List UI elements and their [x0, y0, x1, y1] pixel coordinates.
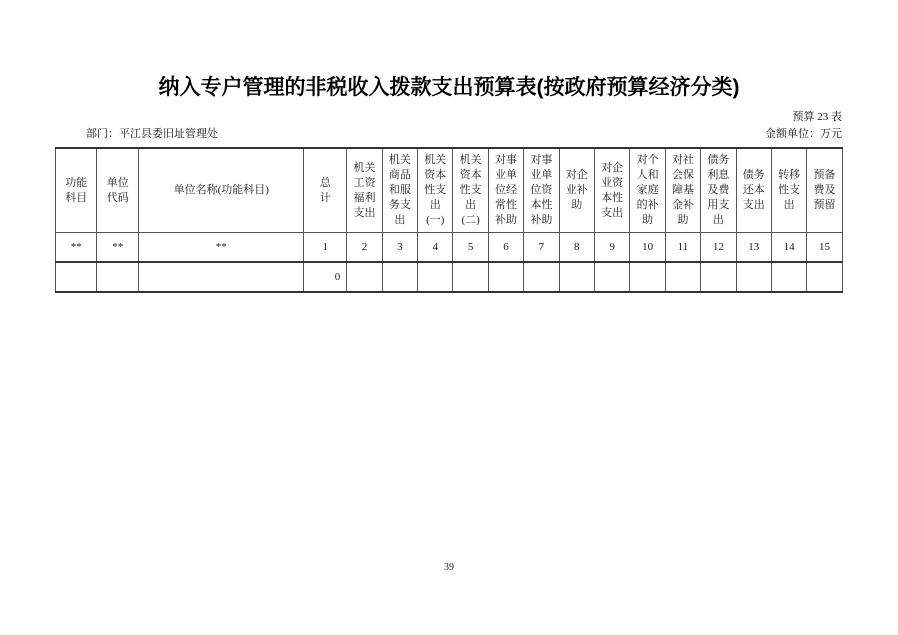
cell-value [418, 262, 453, 292]
budget-table [55, 147, 842, 293]
col-index: ** [139, 233, 304, 263]
col-header-org-wage-welfare: 机关 工资 福利 支出 [347, 148, 382, 233]
col-index: 2 [347, 233, 382, 263]
col-header-transfer-expenditure: 转移 性支 出 [771, 148, 806, 233]
col-header-unit-code: 单位 代码 [97, 148, 139, 233]
cell-value [665, 262, 700, 292]
col-header-total: 总 计 [304, 148, 347, 233]
col-index: 4 [418, 233, 453, 263]
cell-value [559, 262, 594, 292]
table-number: 预算 23 表 [792, 111, 842, 123]
col-header-reserve-fund: 预备 费及 预留 [807, 148, 842, 233]
col-header-org-capital-2: 机关 资本 性支 出 (二) [453, 148, 488, 233]
cell-unit-code [97, 262, 139, 292]
header-row [56, 148, 842, 233]
col-index: 14 [771, 233, 806, 263]
col-index: 8 [559, 233, 594, 263]
col-header-institution-capital-subsidy: 对事 业单 位资 本性 补助 [524, 148, 559, 233]
cell-value [630, 262, 665, 292]
table-meta [56, 110, 842, 142]
page-title: 纳入专户管理的非税收入拨款支出预算表(按政府预算经济分类) [158, 76, 740, 99]
col-header-unit-name: 单位名称(功能科目) [139, 148, 304, 233]
cell-value [524, 262, 559, 292]
col-index: 10 [630, 233, 665, 263]
amount-unit-label: 金额单位：万元 [765, 128, 842, 140]
col-header-org-goods-services: 机关 商品 和服 务支 出 [382, 148, 417, 233]
col-header-debt-interest-fees: 债务 利息 及费 用支 出 [701, 148, 736, 233]
cell-value [701, 262, 736, 292]
col-index: 12 [701, 233, 736, 263]
cell-value [347, 262, 382, 292]
cell-total: 0 [304, 262, 347, 292]
col-index: ** [56, 233, 97, 263]
cell-value [807, 262, 842, 292]
col-index: 6 [488, 233, 523, 263]
col-index: 13 [736, 233, 771, 263]
col-index: 5 [453, 233, 488, 263]
col-index: 9 [595, 233, 630, 263]
col-index: ** [97, 233, 139, 263]
col-header-individual-family-subsidy: 对个 人和 家庭 的补 助 [630, 148, 665, 233]
page-number: 39 [444, 562, 454, 573]
col-header-enterprise-subsidy: 对企 业补 助 [559, 148, 594, 233]
col-header-institution-regular-subsidy: 对事 业单 位经 常性 补助 [488, 148, 523, 233]
column-index-row [56, 233, 842, 263]
col-header-debt-principal: 债务 还本 支出 [736, 148, 771, 233]
col-index: 15 [807, 233, 842, 263]
cell-value [736, 262, 771, 292]
col-header-enterprise-capital: 对企 业资 本性 支出 [595, 148, 630, 233]
col-index: 3 [382, 233, 417, 263]
cell-value [382, 262, 417, 292]
cell-value [595, 262, 630, 292]
col-header-org-capital-1: 机关 资本 性支 出 (一) [418, 148, 453, 233]
department-label: 部门：平江县委旧址管理处 [86, 128, 218, 140]
cell-value [771, 262, 806, 292]
cell-functional-subject [56, 262, 97, 292]
col-index: 1 [304, 233, 347, 263]
cell-unit-name [139, 262, 304, 292]
col-header-functional-subject: 功能 科目 [56, 148, 97, 233]
cell-value [488, 262, 523, 292]
table-row [56, 262, 842, 292]
col-header-social-security-fund-subsidy: 对社 会保 障基 金补 助 [665, 148, 700, 233]
cell-value [453, 262, 488, 292]
col-index: 7 [524, 233, 559, 263]
col-index: 11 [665, 233, 700, 263]
